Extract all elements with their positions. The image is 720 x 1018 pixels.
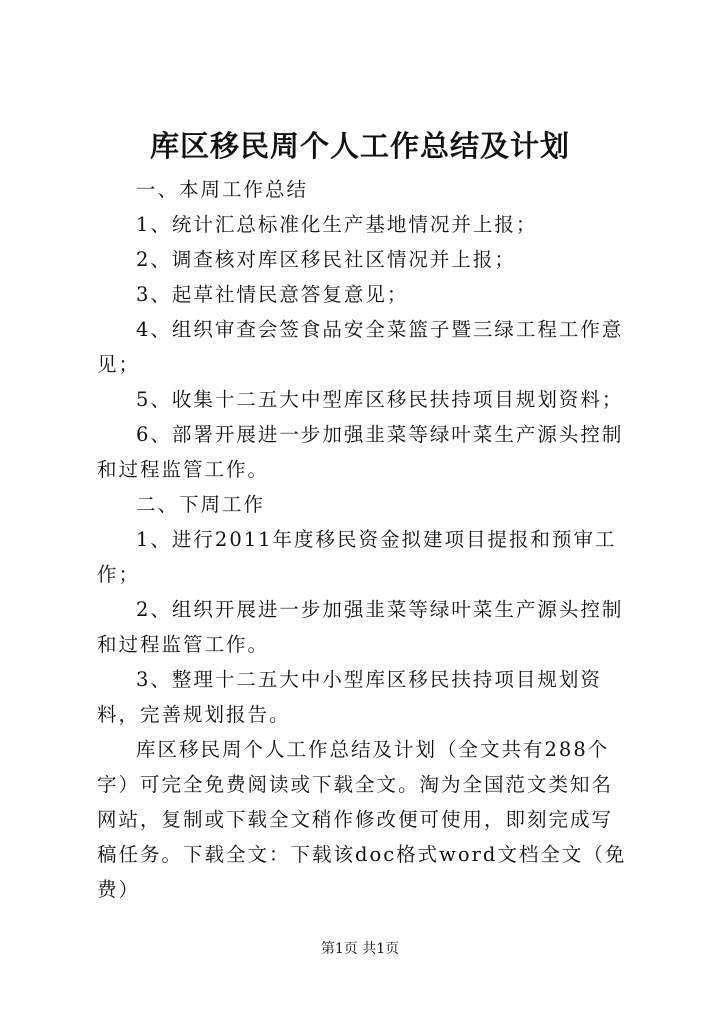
list-item: 5、收集十二五大中型库区移民扶持项目规划资料；: [136, 388, 624, 411]
page-number: 第1页 共1页: [320, 941, 400, 957]
list-item: 1、进行2011年度移民资金拟建项目提报和预审工作；: [97, 528, 617, 586]
section-heading-this-week: 一、本周工作总结: [136, 178, 309, 201]
list-item: 3、起草社情民意答复意见；: [136, 283, 409, 306]
list-item: 2、调查核对库区移民社区情况并上报；: [136, 248, 516, 271]
closing-paragraph: 库区移民周个人工作总结及计划（全文共有288个字）可完全免费阅读或下载全文。淘为全国范文类知名网站，复制或下载全文稍作修改便可使用，即刻完成写稿任务。下载全文：下载该doc格式word文档全文（免费）: [97, 738, 627, 901]
list-item: 4、组织审查会签食品安全菜篮子暨三绿工程工作意见；: [97, 318, 624, 376]
document-body: [97, 172, 633, 907]
list-item: 1、统计汇总标准化生产基地情况并上报；: [136, 213, 538, 236]
list-item: 2、组织开展进一步加强韭菜等绿叶菜生产源头控制和过程监管工作。: [97, 598, 624, 656]
section-heading-next-week: 二、下周工作: [136, 493, 266, 516]
list-item: 6、部署开展进一步加强韭菜等绿叶菜生产源头控制和过程监管工作。: [97, 423, 624, 481]
list-item: 3、整理十二五大中小型库区移民扶持项目规划资料，完善规划报告。: [97, 668, 602, 726]
document-title: 库区移民周个人工作总结及计划: [149, 129, 570, 163]
